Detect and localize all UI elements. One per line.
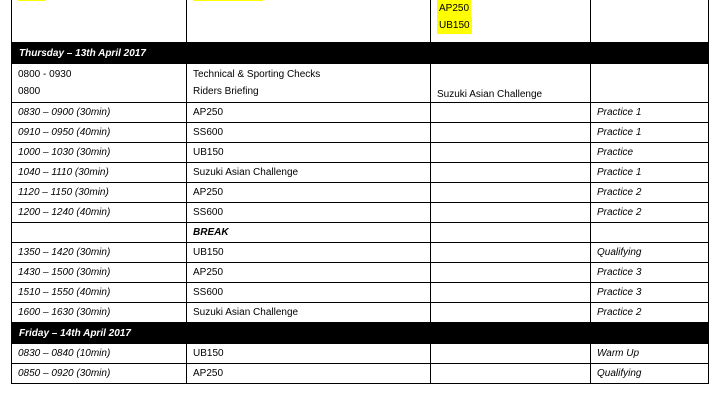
table-row (12, 64, 709, 103)
session-text: Qualifying (597, 368, 642, 379)
session-text: Qualifying (597, 247, 642, 258)
activity-text: AP250 (193, 107, 224, 118)
activity-cell (187, 203, 431, 223)
time-cell (12, 103, 187, 123)
time-cell (12, 223, 187, 243)
activity-text: Riders Briefing (193, 86, 259, 97)
time-text: 1600 – 1630 (30min) (18, 307, 111, 318)
activity-cell (187, 303, 431, 323)
table-row (12, 263, 709, 283)
session-text: Practice (597, 147, 634, 158)
time-text: 0830 – 0900 (30min) (18, 107, 111, 118)
session-cell (591, 283, 709, 303)
class-cell (431, 123, 591, 143)
day-header-row (12, 323, 709, 344)
activity-text: Suzuki Asian Challenge (193, 167, 299, 178)
activity-cell (187, 163, 431, 183)
session-cell (591, 103, 709, 123)
class-cell (431, 263, 591, 283)
time-cell (12, 143, 187, 163)
class-cell (431, 283, 591, 303)
time-cell (12, 203, 187, 223)
time-cell (12, 303, 187, 323)
session-text: Warm Up (597, 348, 640, 359)
activity-cell (187, 103, 431, 123)
time-cell (12, 163, 187, 183)
session-cell (591, 263, 709, 283)
schedule-document (11, 0, 708, 384)
activity-text: AP250 (193, 368, 224, 379)
session-text: Practice 2 (597, 207, 642, 218)
session-text: Practice 2 (597, 307, 642, 318)
time-text: 1510 – 1550 (40min) (18, 287, 111, 298)
activity-text: UB150 (193, 348, 224, 359)
time-cell (12, 183, 187, 203)
session-cell (591, 223, 709, 243)
activity-cell (187, 243, 431, 263)
time-text: 0800 (18, 86, 41, 97)
activity-cell (187, 223, 431, 243)
session-cell (591, 243, 709, 263)
table-row (12, 143, 709, 163)
activity-cell (187, 283, 431, 303)
day-header: Thursday – 13th April 2017 (12, 43, 709, 64)
activity-cell (187, 123, 431, 143)
time-cell (12, 344, 187, 364)
class-label: UB150 (437, 17, 472, 34)
session-text: Practice 2 (597, 187, 642, 198)
class-cell (431, 64, 591, 103)
table-row (12, 303, 709, 323)
class-text: Suzuki Asian Challenge (437, 89, 543, 100)
table-row (12, 283, 709, 303)
session-cell (591, 0, 709, 43)
session-text: Practice 1 (597, 167, 642, 178)
activity-cell (187, 0, 431, 43)
session-cell (591, 364, 709, 384)
class-cell (431, 223, 591, 243)
session-cell (591, 183, 709, 203)
time-text: 0830 – 0840 (10min) (18, 348, 111, 359)
class-cell (431, 364, 591, 384)
table-row (12, 0, 709, 43)
session-text: Practice 3 (597, 267, 642, 278)
time-cell (12, 263, 187, 283)
time-text: 1040 – 1110 (30min) (18, 167, 109, 178)
activity-text: BREAK (193, 227, 229, 238)
time-cell (12, 123, 187, 143)
time-cell (12, 283, 187, 303)
time-text: 0910 – 0950 (40min) (18, 127, 111, 138)
table-row (12, 183, 709, 203)
class-cell (431, 143, 591, 163)
class-label: AP250 (437, 0, 471, 17)
activity-text: AP250 (193, 267, 224, 278)
class-cell (431, 183, 591, 203)
table-row (12, 344, 709, 364)
session-cell (591, 64, 709, 103)
session-cell (591, 143, 709, 163)
time-cell (12, 64, 187, 103)
session-text: Practice 3 (597, 287, 642, 298)
session-text: Practice 1 (597, 107, 642, 118)
activity-text: UB150 (193, 147, 224, 158)
activity-cell (187, 183, 431, 203)
class-cell (431, 344, 591, 364)
class-cell (431, 243, 591, 263)
class-cell (431, 103, 591, 123)
table-row (12, 103, 709, 123)
time-text: 1120 – 1150 (30min) (18, 187, 109, 198)
session-cell (591, 163, 709, 183)
activity-text: Technical & Sporting Checks (193, 69, 321, 80)
activity-cell (187, 364, 431, 384)
session-cell (591, 344, 709, 364)
session-cell (591, 303, 709, 323)
table-row (12, 223, 709, 243)
activity-cell (187, 64, 431, 103)
class-cell (431, 203, 591, 223)
time-text: 0800 - 0930 (18, 69, 72, 80)
time-cell (12, 0, 187, 43)
activity-text: SS600 (193, 127, 224, 138)
activity-text: Suzuki Asian Challenge (193, 307, 299, 318)
session-cell (591, 123, 709, 143)
activity-cell (187, 344, 431, 364)
activity-cell (187, 263, 431, 283)
time-cell (12, 364, 187, 384)
activity-cell (187, 143, 431, 163)
day-header: Friday – 14th April 2017 (12, 323, 709, 344)
day-header-row (12, 43, 709, 64)
time-text: 1350 – 1420 (30min) (18, 247, 111, 258)
table-row (12, 163, 709, 183)
class-cell (431, 0, 591, 43)
time-text: 1430 – 1500 (30min) (18, 267, 111, 278)
time-cell (12, 243, 187, 263)
activity-text: UB150 (193, 247, 224, 258)
activity-text: SS600 (193, 287, 224, 298)
table-row (12, 123, 709, 143)
time-text: 0850 – 0920 (30min) (18, 368, 111, 379)
table-row (12, 364, 709, 384)
time-text: 1200 – 1240 (40min) (18, 207, 111, 218)
table-row (12, 203, 709, 223)
table-row (12, 243, 709, 263)
time-text: 1000 – 1030 (30min) (18, 147, 111, 158)
schedule-table (11, 0, 709, 384)
activity-text: AP250 (193, 187, 224, 198)
class-cell (431, 163, 591, 183)
class-cell (431, 303, 591, 323)
session-cell (591, 203, 709, 223)
activity-text: SS600 (193, 207, 224, 218)
session-text: Practice 1 (597, 127, 642, 138)
